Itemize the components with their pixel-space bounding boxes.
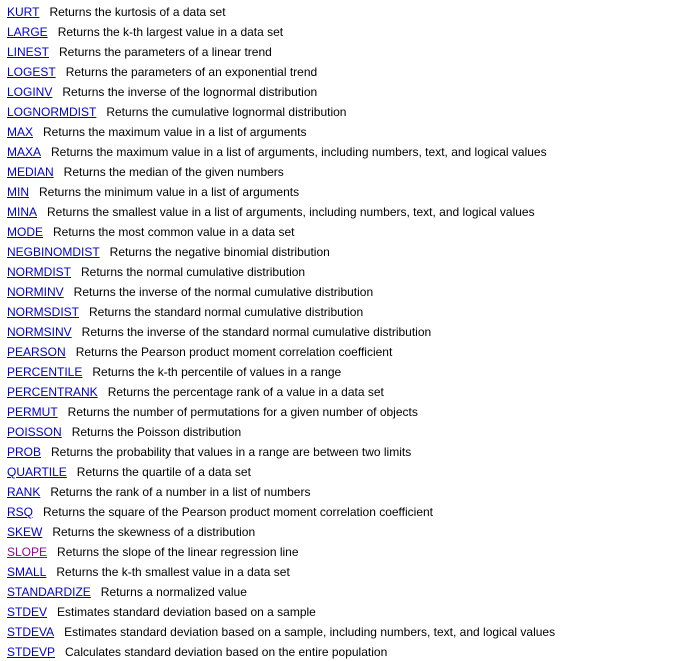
function-description: Returns the square of the Pearson product moment correlation coefficient [43,505,434,519]
function-description: Returns the rank of a number in a list of numbers [50,485,311,499]
function-row [7,162,677,182]
function-link[interactable]: KURT [7,5,40,19]
function-row [7,202,677,222]
function-link[interactable]: PEARSON [7,345,66,359]
function-link[interactable]: PERCENTRANK [7,385,98,399]
function-row [7,462,677,482]
function-link[interactable]: NORMINV [7,285,64,299]
function-row [7,102,677,122]
function-description: Calculates standard deviation based on the entire population [65,645,388,659]
function-row [7,622,677,642]
function-link[interactable]: MODE [7,225,43,239]
function-description: Returns the maximum value in a list of arguments [43,125,307,139]
function-description: Returns the slope of the linear regression line [57,545,299,559]
function-row [7,362,677,382]
function-description: Estimates standard deviation based on a sample [57,605,316,619]
function-row [7,522,677,542]
function-row [7,242,677,262]
function-link[interactable]: MAX [7,125,34,139]
function-link[interactable]: NORMSDIST [7,305,79,319]
function-link[interactable]: MINA [7,205,37,219]
function-link[interactable]: NORMSINV [7,325,72,339]
function-row [7,262,677,282]
function-description: Returns the negative binomial distribution [109,245,330,259]
function-row [7,142,677,162]
function-link[interactable]: STDEVP [7,645,56,659]
function-link[interactable]: LINEST [7,45,50,59]
function-description: Returns the Pearson product moment correlation coefficient [75,345,393,359]
function-row [7,302,677,322]
function-description: Returns the inverse of the lognormal distribution [62,85,318,99]
function-link[interactable]: QUARTILE [7,465,67,479]
function-link[interactable]: POISSON [7,425,62,439]
function-description: Returns the kurtosis of a data set [49,5,226,19]
function-link[interactable]: RSQ [7,505,34,519]
function-row [7,502,677,522]
function-link[interactable]: LARGE [7,25,48,39]
function-description: Returns the maximum value in a list of arguments, including numbers, text, and logical values [51,145,547,159]
function-link[interactable]: PERMUT [7,405,58,419]
function-description: Returns the minimum value in a list of arguments [39,185,300,199]
function-link[interactable]: MAXA [7,145,42,159]
function-description: Returns a normalized value [100,585,247,599]
function-row [7,42,677,62]
function-row [7,222,677,242]
function-link[interactable]: MEDIAN [7,165,54,179]
function-row [7,22,677,42]
function-description: Returns the inverse of the standard normal cumulative distribution [81,325,432,339]
function-row [7,402,677,422]
function-description: Returns the k-th largest value in a data set [57,25,284,39]
function-description: Estimates standard deviation based on a sample, including numbers, text, and logical values [64,625,556,639]
function-row [7,82,677,102]
function-row [7,322,677,342]
function-description: Returns the inverse of the normal cumulative distribution [73,285,374,299]
function-description: Returns the Poisson distribution [71,425,242,439]
function-row [7,122,677,142]
function-description: Returns the number of permutations for a given number of objects [67,405,418,419]
function-description: Returns the standard normal cumulative distribution [89,305,364,319]
function-row [7,382,677,402]
function-link[interactable]: NORMDIST [7,265,71,279]
function-link[interactable]: LOGEST [7,65,56,79]
function-description: Returns the skewness of a distribution [52,525,256,539]
function-row [7,282,677,302]
function-row [7,422,677,442]
function-link[interactable]: SKEW [7,525,43,539]
function-description: Returns the k-th smallest value in a data set [56,565,290,579]
function-description: Returns the quartile of a data set [76,465,251,479]
function-row [7,542,677,562]
function-row [7,342,677,362]
function-link[interactable]: STDEVA [7,625,55,639]
function-link[interactable]: LOGINV [7,85,53,99]
function-description: Returns the normal cumulative distribution [81,265,306,279]
function-row [7,582,677,602]
function-description: Returns the parameters of an exponential trend [65,65,318,79]
function-link[interactable]: RANK [7,485,41,499]
function-row [7,2,677,22]
function-link[interactable]: SLOPE [7,545,48,559]
function-link[interactable]: PERCENTILE [7,365,83,379]
function-row [7,62,677,82]
function-link[interactable]: MIN [7,185,29,199]
function-link[interactable]: PROB [7,445,42,459]
function-description: Returns the parameters of a linear trend [59,45,272,59]
function-link[interactable]: STDEV [7,605,48,619]
function-row [7,602,677,622]
function-description: Returns the probability that values in a range are between two limits [51,445,412,459]
function-row [7,442,677,462]
function-link[interactable]: LOGNORMDIST [7,105,97,119]
function-description: Returns the percentage rank of a value in a data set [107,385,384,399]
function-row [7,182,677,202]
function-row [7,562,677,582]
function-description: Returns the smallest value in a list of arguments, including numbers, text, and logical values [47,205,535,219]
function-row [7,642,677,661]
function-description: Returns the cumulative lognormal distribution [106,105,347,119]
function-link[interactable]: SMALL [7,565,47,579]
function-description: Returns the most common value in a data set [53,225,295,239]
function-link[interactable]: NEGBINOMDIST [7,245,100,259]
function-description: Returns the median of the given numbers [63,165,284,179]
function-link[interactable]: STANDARDIZE [7,585,91,599]
function-description: Returns the k-th percentile of values in a range [92,365,342,379]
function-row [7,482,677,502]
